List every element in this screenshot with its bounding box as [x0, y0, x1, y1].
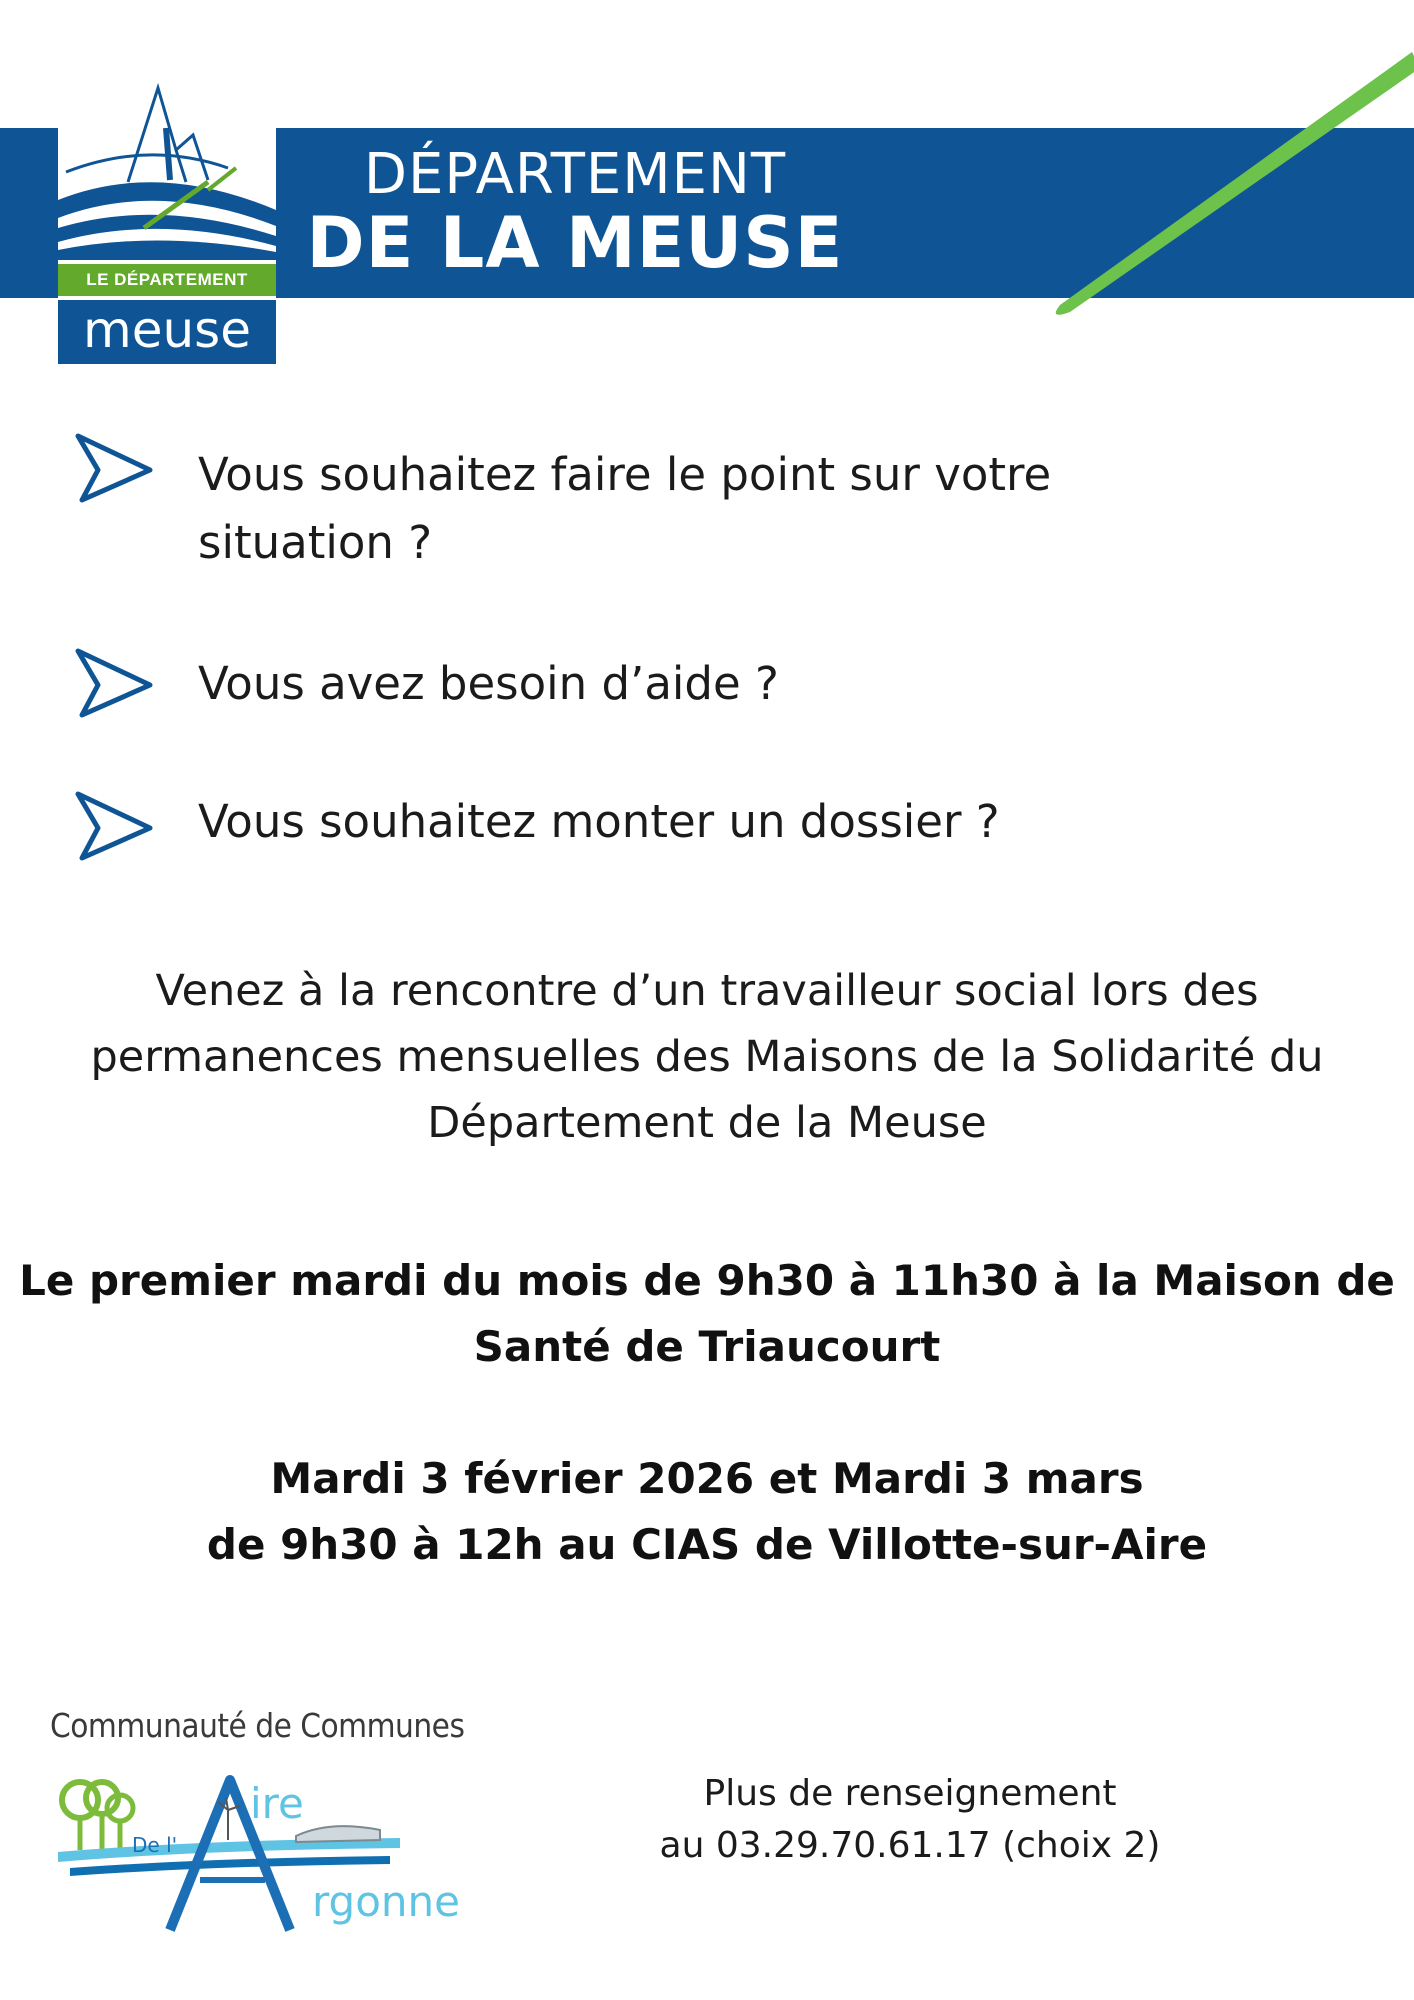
- community-title: Communauté de Communes: [50, 1706, 465, 1745]
- logo-name: meuse: [58, 300, 276, 364]
- contact-line-1: Plus de renseignement: [703, 1773, 1117, 1814]
- intro-line-3: Département de la Meuse: [427, 1098, 987, 1148]
- aire-argonne-logo: [50, 1740, 490, 1940]
- intro-line-1: Venez à la rencontre d’un travailleur social lors des: [155, 966, 1259, 1016]
- chevron-right-icon: [70, 788, 156, 864]
- chevron-right-icon: [70, 430, 156, 506]
- question-3-line-1: Vous souhaitez monter un dossier ?: [198, 795, 1000, 848]
- monthly-schedule: [0, 1248, 1414, 1380]
- contact-info: [630, 1768, 1190, 1872]
- logo-label: LE DÉPARTEMENT: [58, 264, 276, 296]
- question-2-line-1: Vous avez besoin d’aide ?: [198, 657, 779, 710]
- chevron-right-icon: [70, 645, 156, 721]
- question-2: [198, 650, 1198, 718]
- logo-text-ire: ire: [250, 1779, 304, 1828]
- header-title-line1: DÉPARTEMENT: [363, 142, 787, 207]
- intro-paragraph: [0, 958, 1414, 1156]
- logo-text-rgonne: rgonne: [312, 1877, 460, 1926]
- question-3: [198, 788, 1198, 856]
- header-title-line2: DE LA MEUSE: [306, 202, 844, 284]
- dates-schedule-line-1: Mardi 3 février 2026 et Mardi 3 mars: [270, 1454, 1144, 1503]
- question-1-line-1: Vous souhaitez faire le point sur votre: [198, 448, 1052, 501]
- question-1: [198, 441, 1198, 577]
- monthly-schedule-line-2: Santé de Triaucourt: [473, 1322, 941, 1371]
- monthly-schedule-line-1: Le premier mardi du mois de 9h30 à 11h30 à la Maison de: [19, 1256, 1395, 1305]
- intro-line-2: permanences mensuelles des Maisons de la Solidarité du: [90, 1032, 1324, 1082]
- dates-schedule-line-2: de 9h30 à 12h au CIAS de Villotte-sur-Aire: [206, 1520, 1208, 1569]
- department-logo-emblem-icon: [58, 80, 276, 260]
- contact-phone: au 03.29.70.61.17 (choix 2): [659, 1825, 1161, 1866]
- question-1-line-2: situation ?: [198, 516, 433, 569]
- logo-text-de: De l': [132, 1833, 178, 1857]
- dates-schedule: [0, 1446, 1414, 1578]
